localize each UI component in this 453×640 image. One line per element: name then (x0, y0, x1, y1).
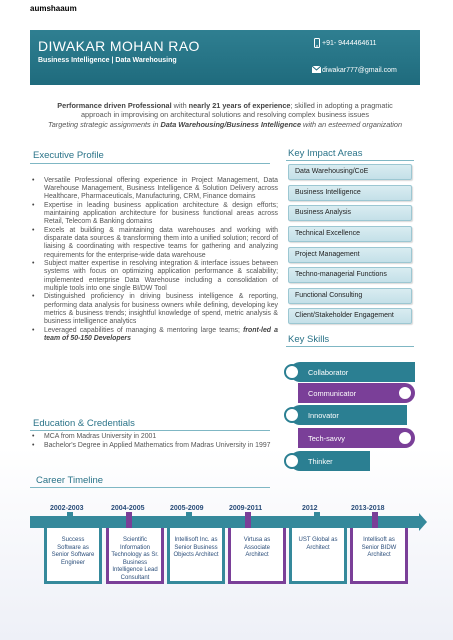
timeline-entry: Success Software as Senior Software Engineer (44, 528, 102, 584)
summary-target-1: Targeting strategic assignments in (47, 120, 161, 129)
timeline-year: 2012 (302, 505, 318, 512)
timeline-entry: Intellisoft as Senior BIDW Architect (350, 528, 408, 584)
executive-profile-list (30, 177, 278, 343)
impact-area-item: Business Intelligence (288, 185, 412, 201)
impact-area-item: Data Warehousing/CoE (288, 164, 412, 180)
timeline-year: 2002-2003 (50, 505, 84, 512)
education-list (30, 433, 278, 450)
list-item: • MCA from Madras University in 2001 (30, 433, 278, 441)
education-heading: Education & Credentials (33, 418, 135, 429)
last-bullet-emphasis: front-led a team of 50-150 Developers (44, 326, 278, 342)
impact-area-item: Business Analysis (288, 205, 412, 221)
impact-area-item: Client/Stakeholder Engagement (288, 308, 412, 324)
impact-area-item: Functional Consulting (288, 288, 412, 304)
timeline-entry: Scientific Information Technology as Sr. Business Intelligence Lead Consultant (106, 528, 164, 584)
skill-marker (284, 453, 300, 469)
envelope-icon (312, 66, 321, 75)
executive-profile-rule (30, 163, 270, 164)
key-impact-areas-heading: Key Impact Areas (288, 148, 363, 159)
document-owner-name: aumshaaum (30, 4, 77, 13)
skill-marker (284, 364, 300, 380)
career-timeline-heading: Career Timeline (36, 475, 104, 486)
profile-summary (30, 101, 420, 129)
summary-target-2: with an esteemed organization (301, 120, 403, 129)
skill-marker (397, 430, 413, 446)
summary-highlight-2: nearly 21 years of experience (188, 101, 291, 110)
key-impact-areas-rule (286, 160, 414, 161)
skill-collaborator (290, 362, 415, 382)
summary-line-2: approach in improvising on architectural solutions and resolving complex business issues (81, 110, 369, 119)
list-item: • Subject matter expertise in resolving integration & interface issues between systems with focus on optimizing application performance & scalability; implemented enterprise Data Warehouse including a consolidation of multiple tools into one single BI/DW Tool (30, 260, 278, 293)
timeline-arrow (30, 516, 420, 528)
phone-icon (314, 38, 320, 50)
timeline-year: 2005-2009 (170, 505, 204, 512)
timeline-year: 2009-2011 (229, 505, 263, 512)
summary-highlight-1: Performance driven Professional (57, 101, 172, 110)
list-item: • Distinguished proficiency in driving business intelligence & reporting, performing data analysis for business owners while defining, developing key metrics & business trends; insightful knowledge of spend, metric analysis & business intelligence analytics (30, 293, 278, 326)
list-item: • Versatile Professional offering experience in Project Management, Data Warehouse Management, Business Intelligence & Solution Delivery across Healthcare, Pharmaceuticals, Manufacturing, CRM, Finance domains (30, 177, 278, 202)
timeline-year: 2013-2018 (351, 505, 385, 512)
skill-label: Communicator (308, 389, 357, 398)
email-link[interactable]: diwakar777@gmail.com (322, 67, 397, 74)
candidate-name: DIWAKAR MOHAN RAO (38, 38, 200, 54)
career-timeline-rule (30, 487, 270, 488)
timeline-entry: Intellisoft Inc. as Senior Business Objects Architect (167, 528, 225, 584)
timeline-entry: Virtusa as Associate Architect (228, 528, 286, 584)
executive-profile-heading: Executive Profile (33, 150, 104, 161)
skill-label: Collaborator (308, 368, 349, 377)
header-banner (30, 30, 420, 85)
education-rule (30, 430, 270, 431)
impact-area-item: Technical Excellence (288, 226, 412, 242)
timeline-year: 2004-2005 (111, 505, 145, 512)
impact-area-item: Project Management (288, 247, 412, 263)
list-item: • Expertise in leading business application architecture & design efforts; maintaining application architecture for business functional areas across Retail, Telecom & Banking domains (30, 202, 278, 227)
timeline-entry: UST Global as Architect (289, 528, 347, 584)
skill-marker (397, 385, 413, 401)
summary-text-2: ; skilled in adopting a pragmatic (290, 101, 393, 110)
skill-label: Innovator (308, 411, 339, 420)
skill-innovator (290, 405, 415, 425)
key-skills-heading: Key Skills (288, 334, 330, 345)
key-skills-rule (286, 346, 414, 347)
list-item (30, 327, 278, 343)
list-item: • Excels at building & maintaining data warehouses and working with disparate data sources & transforming them into a unified solution; record of liaising & coordinating with respective teams for gathering and analyzing requirements for the enterprise-wide data warehouse (30, 227, 278, 260)
skill-label: Thinker (308, 457, 333, 466)
summary-target-highlight: Data Warehousing/Business Intelligence (160, 120, 302, 129)
phone-number: +91- 9444464611 (322, 40, 377, 47)
last-bullet-text: Leveraged capabilities of managing & mentoring large teams; (44, 326, 244, 334)
skill-label: Tech-savvy (308, 434, 345, 443)
skill-communicator (290, 383, 415, 403)
summary-text-1: with (171, 101, 189, 110)
skill-thinker (290, 451, 370, 471)
skill-tech-savvy (290, 428, 415, 448)
list-item: • Bachelor's Degree in Applied Mathematics from Madras University in 1997 (30, 442, 278, 450)
candidate-role: Business Intelligence | Data Warehousing (38, 57, 177, 64)
skill-marker (284, 407, 300, 423)
impact-area-item: Techno-managerial Functions (288, 267, 412, 283)
